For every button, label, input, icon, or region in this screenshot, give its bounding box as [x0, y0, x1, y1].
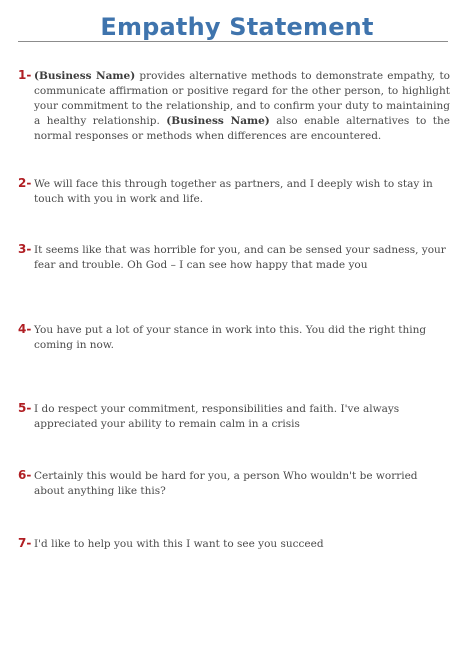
item-text — [18, 69, 450, 144]
item-number: 5- — [18, 401, 32, 415]
title-divider — [18, 41, 448, 42]
statement-item-3 — [18, 243, 450, 273]
statement-item-4 — [18, 323, 450, 353]
item-text: You have put a lot of your stance in work into this. You did the right thing coming in now. — [34, 324, 427, 351]
business-name-label: (Business Name) — [166, 115, 270, 127]
item-number: 2- — [18, 176, 32, 190]
statement-item-1 — [18, 69, 450, 144]
statement-item-7 — [18, 537, 450, 552]
statement-item-5 — [18, 402, 450, 432]
statement-item-2 — [18, 177, 450, 207]
statement-item-6 — [18, 469, 450, 499]
item-text: We will face this through together as partners, and I deeply wish to stay in touch with you in work and life. — [34, 178, 433, 205]
item-text: It seems like that was horrible for you, and can be sensed your sadness, your fear and trouble. Oh God – I can see how happy that made you — [34, 244, 446, 271]
item-number: 7- — [18, 536, 32, 550]
item-text: Certainly this would be hard for you, a person Who wouldn't be worried about anything like this? — [34, 470, 418, 497]
business-name-label: (Business Name) — [34, 70, 136, 82]
item-text: I'd like to help you with this I want to see you succeed — [34, 538, 324, 550]
item-number: 1- — [18, 68, 32, 82]
item-text: I do respect your commitment, responsibilities and faith. I've always appreciated your ability to remain calm in a crisis — [34, 403, 400, 430]
item-number: 3- — [18, 242, 32, 256]
item-number: 4- — [18, 322, 32, 336]
item-text-part: also enable alternatives to the normal responses or methods when differences are encountered. — [34, 115, 450, 142]
page-title: Empathy Statement — [100, 13, 374, 41]
item-number: 6- — [18, 468, 32, 482]
item-text-part: provides alternative methods to demonstrate empathy, to communicate affirmation or positive regard for the other person, to highlight your commitment to the relationship, and to confirm your duty to maintaining a healthy relationship. — [34, 70, 450, 127]
